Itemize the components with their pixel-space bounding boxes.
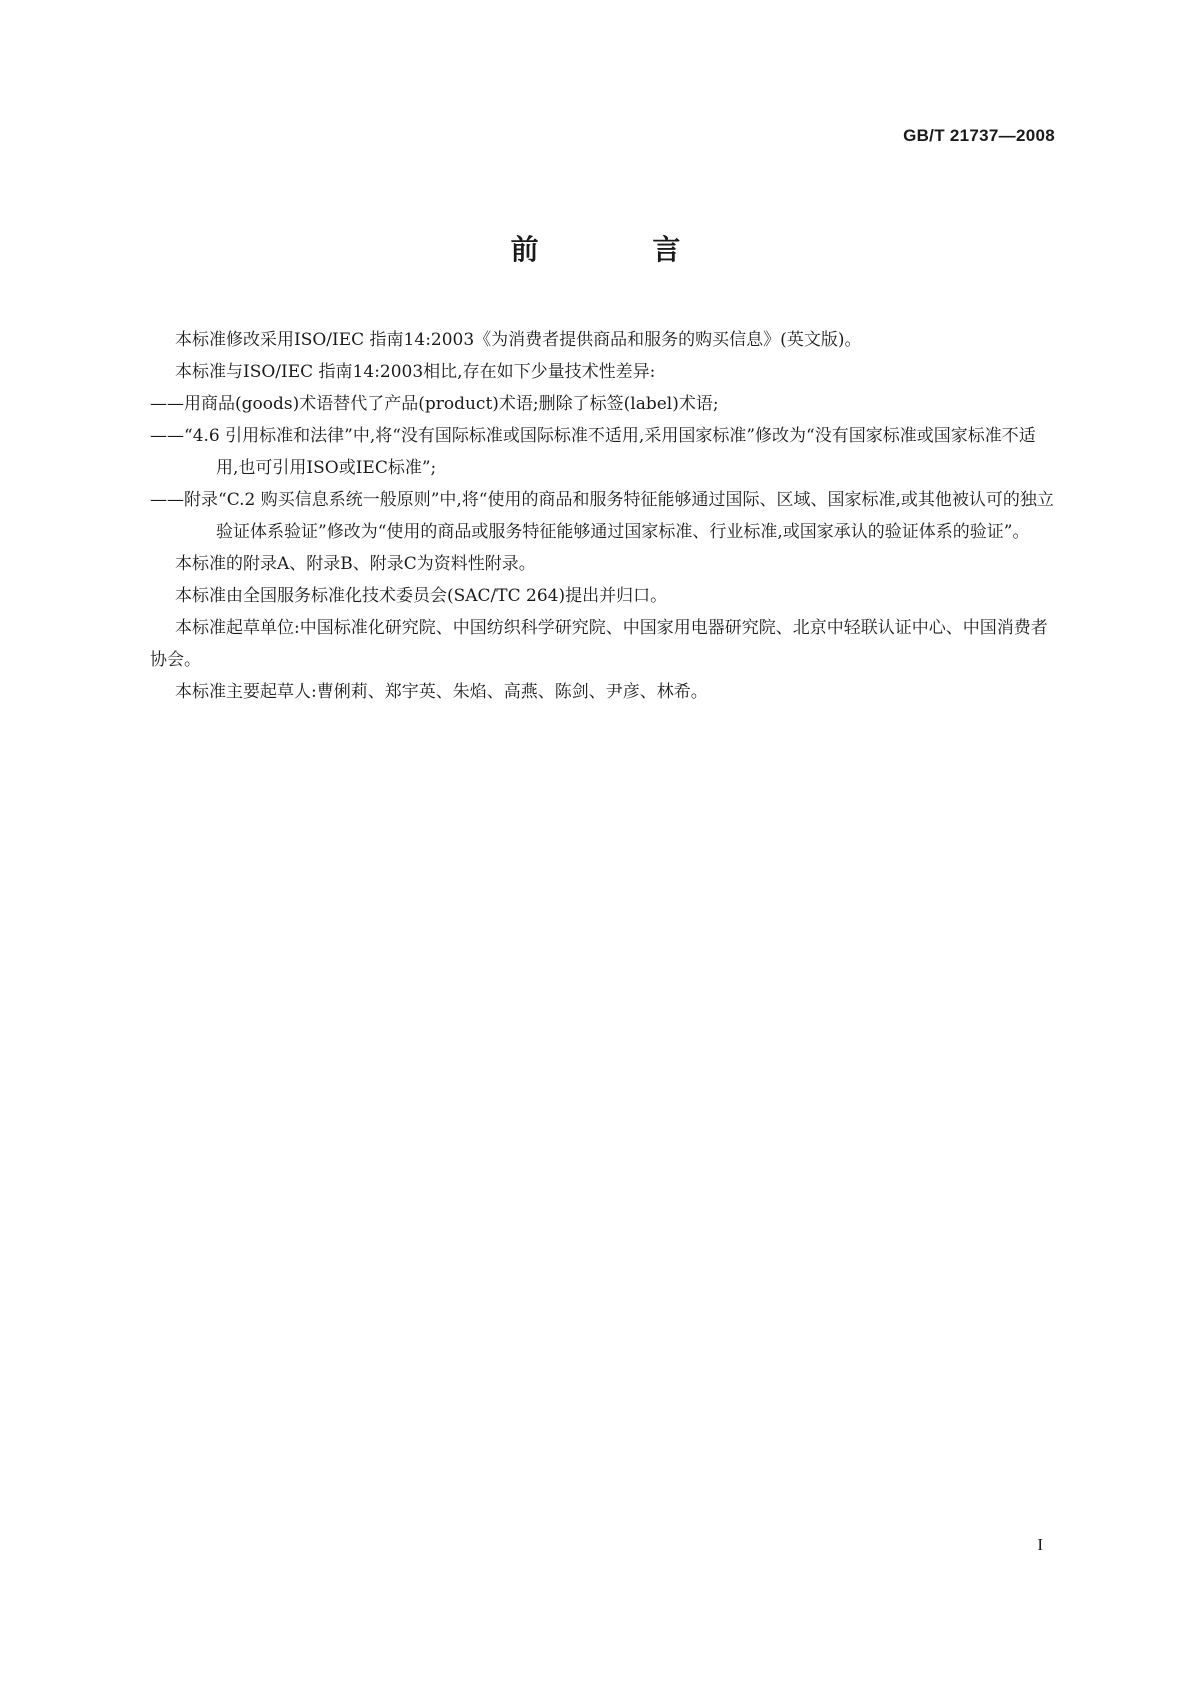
difference-item-goods: ——用商品(goods)术语替代了产品(product)术语;删除了标签(label)术语; <box>150 394 719 414</box>
standard-code: GB/T 21737—2008 <box>903 126 1055 145</box>
document-body <box>150 324 1056 708</box>
page-number: I <box>1037 1535 1043 1554</box>
paragraph-drafters: 本标准主要起草人:曹俐莉、郑宇英、朱焰、高燕、陈剑、尹彦、林希。 <box>175 682 708 702</box>
paragraph-proposer: 本标准由全国服务标准化技术委员会(SAC/TC 264)提出并归口。 <box>175 586 668 606</box>
paragraph-drafting-units: 本标准起草单位:中国标准化研究院、中国纺织科学研究院、中国家用电器研究院、北京中轻联认证中心、中国消费者协会。 <box>150 618 1048 670</box>
paragraph-appendices: 本标准的附录A、附录B、附录C为资料性附录。 <box>175 554 536 574</box>
page-title: 前 言 <box>510 233 733 266</box>
difference-item-appendix: ——附录“C.2 购买信息系统一般原则”中,将“使用的商品和服务特征能够通过国际、区域、国家标准,或其他被认可的独立验证体系验证”修改为“使用的商品或服务特征能够通过国家标准、行业标准,或国家承认的验证体系的验证”。 <box>150 490 1054 542</box>
paragraph-differences-intro: 本标准与ISO/IEC 指南14:2003相比,存在如下少量技术性差异: <box>175 362 656 382</box>
difference-item-standards: ——“4.6 引用标准和法律”中,将“没有国际标准或国际标准不适用,采用国家标准”修改为“没有国家标准或国家标准不适用,也可引用ISO或IEC标准”; <box>150 426 1036 478</box>
paragraph-adoption: 本标准修改采用ISO/IEC 指南14:2003《为消费者提供商品和服务的购买信息》(英文版)。 <box>175 330 862 350</box>
